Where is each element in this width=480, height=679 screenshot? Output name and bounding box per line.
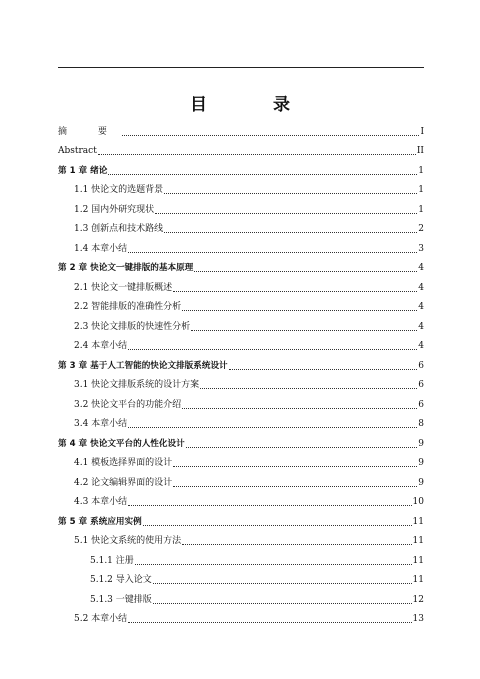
toc-entry-page-number: 1 [418,204,424,215]
dot-leader [173,466,417,467]
toc-entry-label: 2.1 快论文一键排版概述 [74,282,173,293]
toc-entry[interactable] [58,411,424,431]
toc-entry[interactable] [58,118,424,138]
toc-entry-label: Abstract [58,146,97,156]
toc-entry-label: 3.4 本章小结 [74,419,128,429]
toc-entry[interactable] [58,274,424,294]
dot-leader [173,486,417,487]
toc-entry-page-number: 4 [418,282,424,293]
toc-title: 目 录 [190,95,320,115]
toc-entry-page-number: 13 [412,614,424,624]
toc-entry[interactable] [58,547,424,567]
toc-entry-label: 2.3 快论文排版的快速性分析 [74,321,191,332]
dot-leader [182,408,417,409]
dot-leader [191,330,417,331]
toc-entry[interactable] [58,469,424,489]
toc-entry-label: 5.2 本章小结 [74,614,128,624]
dot-leader [194,271,417,272]
toc-entry-page-number: I [420,126,424,137]
toc-entry-label: 4.2 论文编辑界面的设计 [74,477,173,488]
dot-leader [128,252,417,253]
toc-entry-page-number: 4 [418,341,424,351]
toc-entry-page-number: 8 [418,419,424,429]
dot-leader [135,564,412,565]
toc-entry-label: 2.2 智能排版的准确性分析 [74,302,182,312]
dot-leader [128,505,411,506]
toc-entry-page-number: 11 [412,575,424,585]
toc-entry-label: 第 3 章 基于人工智能的快论文排版系统设计 [58,360,228,371]
toc-entry[interactable] [58,196,424,216]
toc-entry[interactable] [58,157,424,177]
toc-entry[interactable] [58,294,424,314]
toc-entry-label: 第 2 章 快论文一键排版的基本原理 [58,263,194,273]
toc-entry-page-number: 4 [418,321,424,332]
toc-entry-label: 5.1.2 导入论文 [90,575,152,585]
dot-leader [155,213,417,214]
toc-entry-page-number: 11 [412,555,424,566]
toc-entry-page-number: 11 [412,516,424,527]
toc-entry-page-number: 4 [418,302,424,312]
dot-leader [186,447,418,448]
toc-entry[interactable] [58,372,424,392]
toc-entry-page-number: 2 [418,224,424,234]
toc-entry[interactable] [58,606,424,626]
toc-entry-label: 第 4 章 快论文平台的人性化设计 [58,438,185,449]
toc-entry-label: 5.1 快论文系统的使用方法 [74,536,182,546]
dot-leader [164,232,417,233]
dot-leader [143,525,412,526]
dot-leader [108,174,417,175]
toc-entry-label: 5.1.3 一键排版 [90,594,152,605]
toc-entry-page-number: 1 [418,185,424,195]
toc-entry[interactable] [58,586,424,606]
toc-entry-label: 1.4 本章小结 [74,243,128,254]
toc-entry-page-number: 6 [418,380,424,390]
toc-entry-label: 4.3 本章小结 [74,497,128,507]
toc-entry[interactable] [58,430,424,450]
dot-leader [182,544,411,545]
toc-entry[interactable] [58,313,424,333]
header-rule [58,67,424,68]
toc-entry[interactable] [58,333,424,353]
dot-leader [122,135,420,136]
toc-entry-page-number: 4 [418,263,424,273]
toc-entry-page-number: 1 [418,165,424,176]
toc-entry-page-number: 9 [418,477,424,488]
toc-entry[interactable] [58,255,424,275]
toc-entry-label: 第 1 章 绪论 [58,165,108,176]
toc-entry[interactable] [58,489,424,509]
toc-entry-page-number: 10 [412,497,424,507]
dot-leader [173,291,417,292]
toc-entry-page-number: 12 [412,594,424,605]
dot-leader [128,349,417,350]
toc-entry-page-number: 9 [418,438,424,449]
toc-entry-label: 1.1 快论文的选题背景 [74,185,164,195]
toc-entry-page-number: 11 [412,536,424,546]
toc-entry-label: 1.2 国内外研究现状 [74,204,155,215]
dot-leader [153,603,412,604]
toc-entry[interactable] [58,567,424,587]
toc-entry[interactable] [58,352,424,372]
toc-entry[interactable] [58,138,424,158]
toc-entry[interactable] [58,391,424,411]
dot-leader [229,369,418,370]
dot-leader [128,622,411,623]
toc-entry-label: 4.1 模板选择界面的设计 [74,458,173,468]
dot-leader [128,427,417,428]
toc-entry-label: 3.1 快论文排版系统的设计方案 [74,380,200,390]
toc-entry[interactable] [58,216,424,236]
toc-entry-page-number: 3 [418,243,424,254]
toc-entry-page-number: 6 [418,360,424,371]
toc-entry-page-number: II [416,146,424,156]
toc-entry-label: 摘 要 [58,126,121,137]
toc-entry[interactable] [58,528,424,548]
toc-entry[interactable] [58,508,424,528]
table-of-contents [58,118,424,625]
toc-entry-page-number: 6 [418,399,424,410]
toc-entry[interactable] [58,450,424,470]
toc-entry-label: 第 5 章 系统应用实例 [58,516,142,527]
toc-entry-page-number: 9 [418,458,424,468]
dot-leader [182,310,417,311]
dot-leader [200,388,417,389]
toc-entry-label: 5.1.1 注册 [90,555,134,566]
toc-entry[interactable] [58,177,424,197]
dot-leader [98,154,416,155]
dot-leader [153,583,412,584]
toc-entry-label: 1.3 创新点和技术路线 [74,224,164,234]
dot-leader [164,193,417,194]
toc-entry[interactable] [58,235,424,255]
toc-entry-label: 3.2 快论文平台的功能介绍 [74,399,182,410]
toc-entry-label: 2.4 本章小结 [74,341,128,351]
